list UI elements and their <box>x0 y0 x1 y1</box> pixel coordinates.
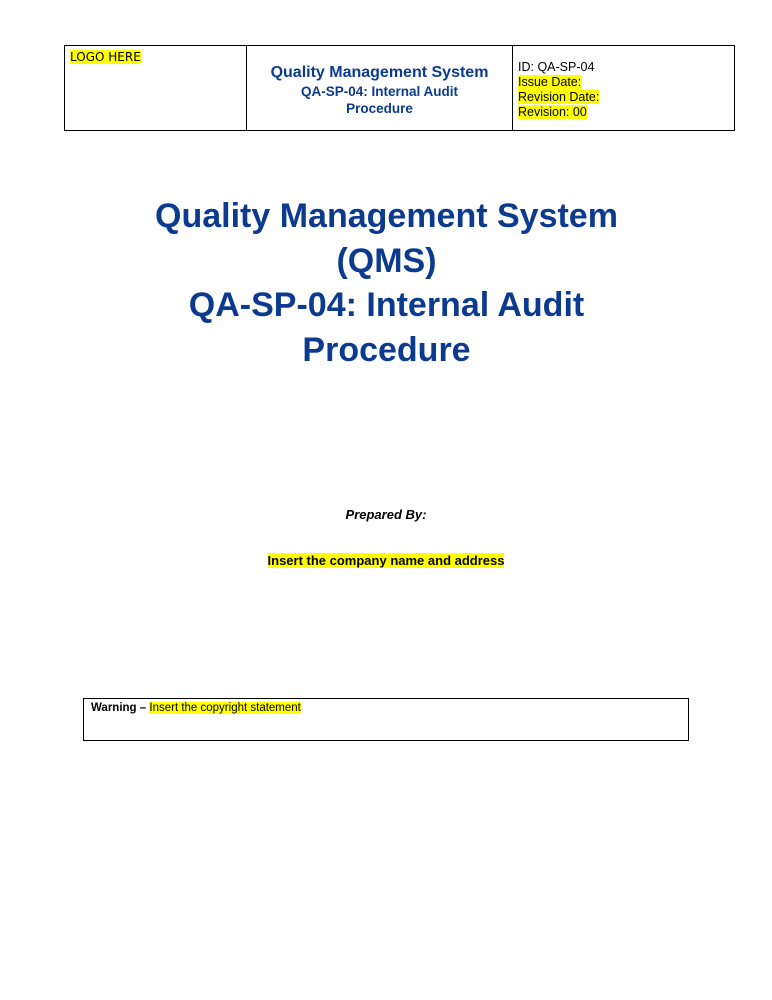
revision-line <box>518 105 729 120</box>
company-line <box>0 553 772 569</box>
prepared-by-label: Prepared By: <box>345 507 427 522</box>
logo-placeholder: LOGO HERE <box>70 50 141 64</box>
copyright-placeholder: Insert the copyright statement <box>149 702 301 714</box>
document-header-table <box>64 45 735 131</box>
revision-date-line <box>518 90 729 105</box>
warning-label: Warning – <box>91 702 147 714</box>
main-title-line-1: Quality Management System <box>155 197 618 235</box>
main-title-line-2: (QMS) <box>336 241 437 280</box>
header-procedure-title: QA-SP-04: Internal Audit Procedure <box>300 84 458 116</box>
revision-number: Revision: 00 <box>518 105 587 119</box>
doc-id-line <box>518 60 729 75</box>
issue-date: Issue Date: <box>518 75 582 89</box>
main-title-line-4: Procedure <box>302 330 471 369</box>
doc-id: ID: QA-SP-04 <box>518 60 595 74</box>
copyright-warning-box <box>83 698 689 741</box>
issue-date-line <box>518 75 729 90</box>
header-system-title: Quality Management System <box>270 64 489 81</box>
header-meta-cell <box>513 46 734 130</box>
logo-cell <box>65 46 247 130</box>
company-placeholder: Insert the company name and address <box>267 553 505 568</box>
header-title-cell <box>247 46 513 130</box>
main-title-line-3: QA-SP-04: Internal Audit <box>188 286 585 324</box>
document-main-title <box>64 194 709 372</box>
revision-date: Revision Date: <box>518 90 600 104</box>
